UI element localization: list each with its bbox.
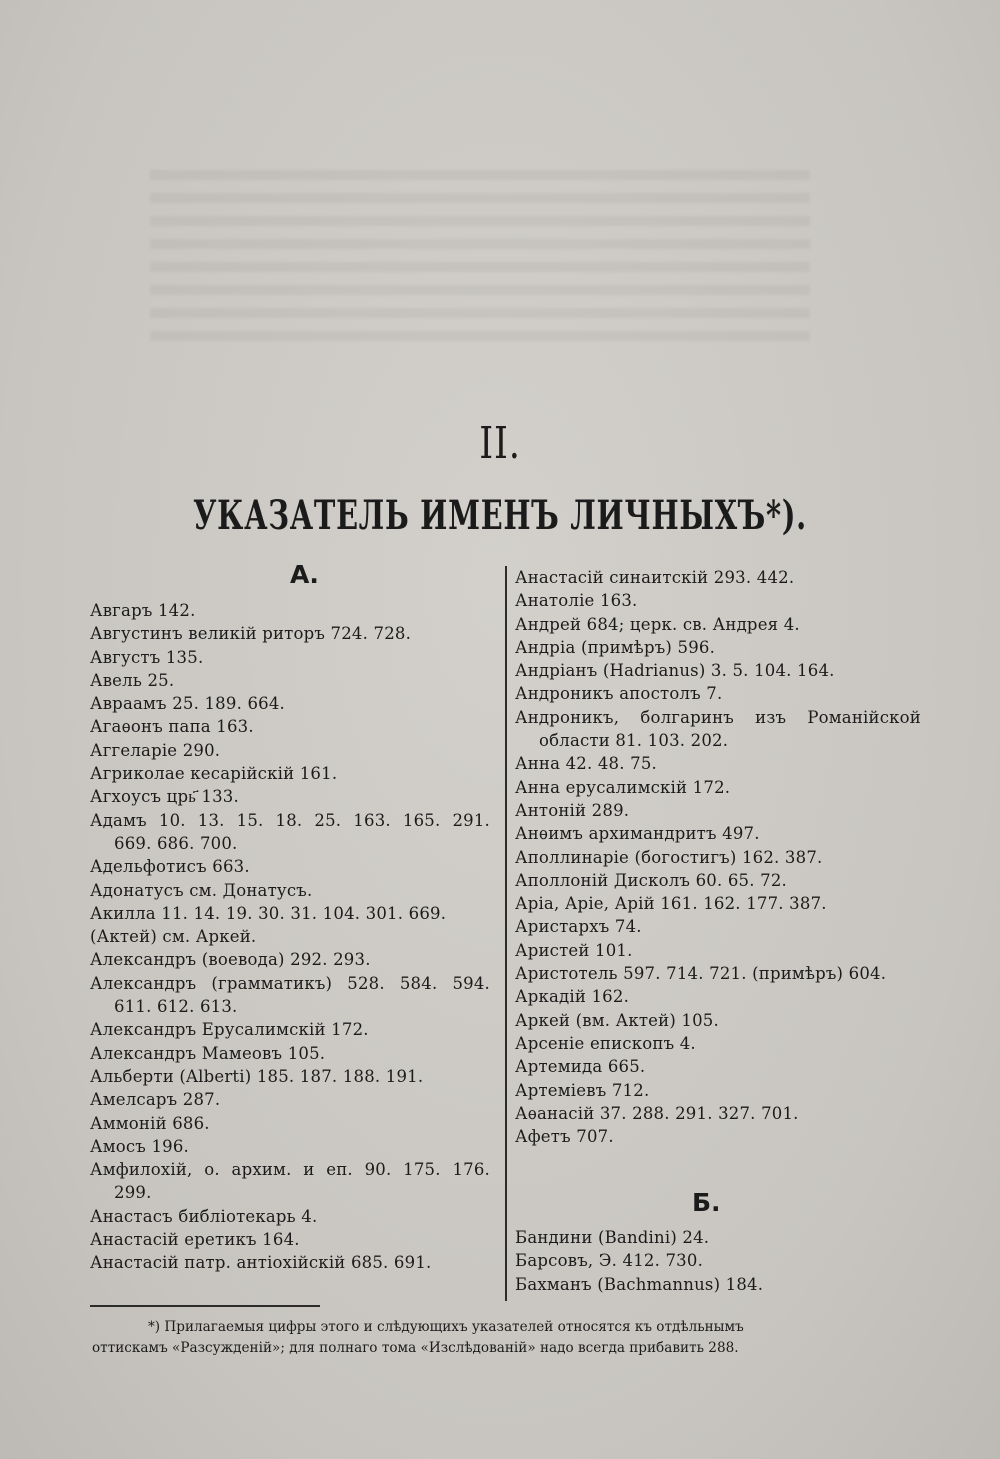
index-entry-text: Адонатусъ см. Донатусъ.: [90, 880, 313, 900]
index-entry-text: Бандини (Bandini) 24.: [515, 1228, 710, 1247]
index-entry: [515, 776, 925, 799]
footnote-rule: [90, 1305, 320, 1307]
index-entry-text: Андрей 684; церк. св. Андрея 4.: [515, 614, 800, 634]
index-column-left: [90, 599, 495, 1275]
index-entry-text: Андроникъ, болгаринъ изъ Романійской: [515, 707, 921, 727]
column-divider: [505, 566, 507, 1301]
index-entry: [90, 972, 495, 1019]
index-entry: [90, 1158, 495, 1205]
index-entry: [515, 636, 925, 659]
index-entry: [515, 869, 925, 892]
index-entry-text: Бахманъ (Bachmannus) 184.: [515, 1274, 764, 1294]
index-entry-text: Августъ 135.: [90, 647, 204, 667]
index-entry: [90, 1112, 495, 1135]
index-entry: [90, 1042, 495, 1065]
index-entry-text: Авель 25.: [90, 670, 175, 690]
index-entry-text: Александръ (воевода) 292. 293.: [90, 950, 371, 970]
index-entry: [90, 762, 495, 785]
section-number: II.: [479, 418, 521, 469]
index-entry-text: Аристархъ 74.: [515, 917, 642, 937]
index-entry: [90, 739, 495, 762]
index-entry-text: Александръ Ерусалимскій 172.: [90, 1020, 369, 1040]
index-entry: [90, 1135, 495, 1158]
index-entry-text: Аріа, Аріе, Арій 161. 162. 177. 387.: [515, 894, 827, 914]
index-entry-text: Альберти (Alberti) 185. 187. 188. 191.: [90, 1066, 424, 1086]
index-entry-text: Аммоній 686.: [90, 1113, 210, 1133]
index-entry: [90, 1018, 495, 1041]
footnote-line: *) Прилагаемыя цифры этого и слѣдующихъ указателей относятся къ отдѣльнымъ: [148, 1319, 744, 1335]
index-entry-continuation: 299.: [114, 1183, 152, 1203]
footnote: [92, 1317, 922, 1359]
index-entry-text: (Актей) см. Аркей.: [90, 927, 257, 947]
index-entry: [515, 1032, 925, 1055]
index-entry-text: Артеміевъ 712.: [515, 1080, 650, 1100]
index-entry: [515, 589, 925, 612]
index-entry-text: Амелсаръ 287.: [90, 1090, 221, 1110]
index-entry: [515, 682, 925, 705]
index-entry: [90, 1205, 495, 1228]
index-entry-text: Аггеларіе 290.: [90, 740, 221, 760]
index-entry: [515, 752, 925, 775]
index-entry-text: Авгаръ 142.: [90, 601, 196, 620]
index-entry-text: Акилла 11. 14. 19. 30. 31. 104. 301. 669.: [90, 903, 447, 923]
index-entry-text: Аполлинаріе (богостигъ) 162. 387.: [515, 847, 823, 867]
index-entry-text: Анна ерусалимскій 172.: [515, 777, 731, 797]
index-entry: [90, 925, 495, 948]
index-entry: [515, 566, 925, 589]
index-entry-continuation: 669. 686. 700.: [114, 833, 238, 853]
index-entry-text: Александръ Мамеовъ 105.: [90, 1043, 326, 1063]
index-column-right-b: [515, 1226, 925, 1296]
index-entry: [90, 785, 495, 808]
page-title: УКАЗАТЕЛЬ ИМЕНЪ ЛИЧНЫХЪ*).: [193, 492, 807, 539]
index-entry: [515, 1009, 925, 1032]
index-entry: [515, 1079, 925, 1102]
index-entry-text: Аполлоній Дисколъ 60. 65. 72.: [515, 870, 787, 890]
index-entry-continuation: 611. 612. 613.: [114, 997, 238, 1017]
index-entry-text: Аристей 101.: [515, 940, 633, 960]
index-entry: [90, 646, 495, 669]
letter-heading-b: Б.: [692, 1188, 721, 1217]
index-entry: [515, 706, 925, 753]
index-entry: [90, 902, 495, 925]
index-entry: [515, 1226, 925, 1249]
footnote-line: оттискамъ «Разсужденій»; для полнаго тома «Изслѣдованій» надо всегда прибавить 288.: [92, 1340, 739, 1356]
index-entry-text: Артемида 665.: [515, 1057, 646, 1077]
index-entry-text: Аркей (вм. Актей) 105.: [515, 1010, 719, 1030]
index-entry: [515, 799, 925, 822]
index-entry-text: Анастасій патр. антіохійскій 685. 691.: [90, 1253, 432, 1273]
index-entry: [515, 915, 925, 938]
index-entry-text: Андріанъ (Hadrianus) 3. 5. 104. 164.: [515, 661, 835, 681]
index-entry-text: Анатоліе 163.: [515, 591, 638, 611]
index-entry: [515, 659, 925, 682]
index-entry: [515, 939, 925, 962]
index-entry-text: Августинъ великій риторъ 724. 728.: [90, 624, 412, 644]
index-entry: [90, 879, 495, 902]
index-entry-text: Андріа (примѣръ) 596.: [515, 637, 716, 657]
index-entry: [515, 962, 925, 985]
index-entry: [515, 1102, 925, 1125]
index-entry-text: Аристотель 597. 714. 721. (примѣръ) 604.: [515, 964, 887, 984]
index-column-right: [515, 566, 925, 1148]
index-entry: [90, 1065, 495, 1088]
index-entry: [90, 948, 495, 971]
index-entry: [515, 613, 925, 636]
index-entry-text: Анастасій синаитскій 293. 442.: [515, 568, 795, 587]
index-entry: [90, 715, 495, 738]
index-entry-text: Амосъ 196.: [90, 1136, 189, 1156]
index-entry-text: Барсовъ, Э. 412. 730.: [515, 1251, 704, 1271]
index-entry-text: Анна 42. 48. 75.: [515, 754, 657, 774]
index-entry-text: Аркадій 162.: [515, 987, 630, 1007]
index-entry-text: Андроникъ апостолъ 7.: [515, 684, 723, 704]
index-entry: [515, 985, 925, 1008]
index-entry: [90, 599, 495, 622]
index-entry: [90, 1088, 495, 1111]
index-entry: [90, 855, 495, 878]
letter-heading-a: А.: [290, 560, 319, 589]
index-entry: [515, 1249, 925, 1272]
index-entry-text: Агхоусъ црь҃ 133.: [90, 787, 239, 807]
bleed-through-text: [150, 170, 810, 350]
index-entry: [90, 692, 495, 715]
index-entry-text: Анастасій еретикъ 164.: [90, 1230, 300, 1250]
index-entry-text: Агаѳонъ папа 163.: [90, 717, 254, 737]
index-entry-text: Амфилохій, о. архим. и еп. 90. 175. 176.: [90, 1160, 490, 1180]
index-entry: [515, 892, 925, 915]
index-entry: [90, 669, 495, 692]
index-entry-text: Аѳанасій 37. 288. 291. 327. 701.: [515, 1103, 799, 1123]
index-entry-text: Адельфотисъ 663.: [90, 857, 250, 877]
index-entry-text: Александръ (грамматикъ) 528. 584. 594.: [90, 973, 490, 993]
index-entry-text: Агриколае кесарійскій 161.: [90, 764, 338, 784]
index-entry: [90, 622, 495, 645]
index-entry-text: Анѳимъ архимандритъ 497.: [515, 824, 760, 844]
index-entry-text: Антоній 289.: [515, 800, 630, 820]
index-entry-text: Адамъ 10. 13. 15. 18. 25. 163. 165. 291.: [90, 810, 490, 830]
index-entry: [90, 1251, 495, 1274]
index-entry-text: Авраамъ 25. 189. 664.: [90, 694, 286, 714]
index-entry-text: Арсеніе епископъ 4.: [515, 1033, 696, 1053]
index-entry-text: Афетъ 707.: [515, 1127, 614, 1147]
index-entry: [515, 1273, 925, 1296]
index-entry-text: Анастасъ библіотекарь 4.: [90, 1206, 318, 1226]
index-entry: [515, 1055, 925, 1078]
index-entry: [515, 846, 925, 869]
index-entry: [90, 809, 495, 856]
index-entry: [90, 1228, 495, 1251]
index-entry: [515, 1125, 925, 1148]
index-entry: [515, 822, 925, 845]
index-entry-continuation: области 81. 103. 202.: [539, 731, 729, 751]
